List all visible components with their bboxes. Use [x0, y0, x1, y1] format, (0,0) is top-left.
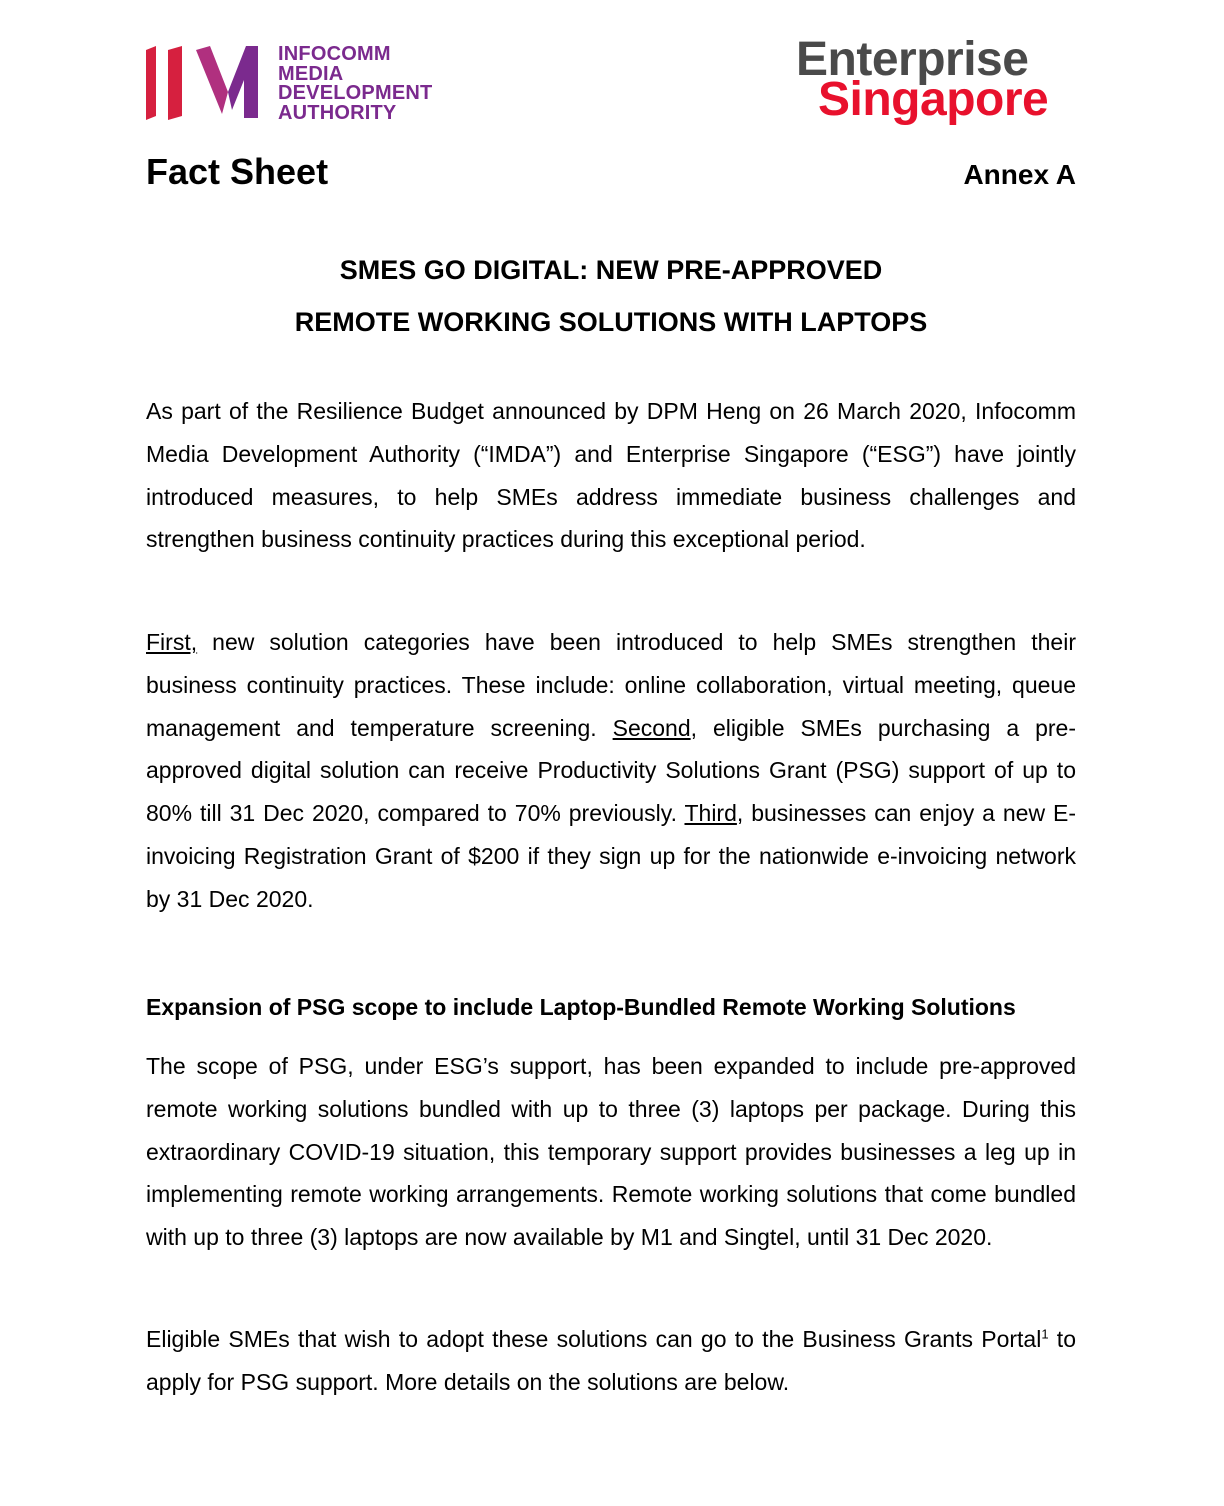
esg-logo-line1: Enterprise — [796, 33, 1029, 86]
intro-paragraph: As part of the Resilience Budget announced by DPM Heng on 26 March 2020, Infocomm Media Development Authority (“IMDA”) and Enterprise Singapore (“ESG”) have jointly introduced measures, to help SMEs address immediate business challenges and strengthen business continuity practices during this exceptional period. — [146, 398, 1076, 553]
scope-paragraph: The scope of PSG, under ESG’s support, has been expanded to include pre-approved remote working solutions bundled with up to three (3) laptops per package. During this extraordinary COVID-19 situation, this temporary support provides businesses a leg up in implementing remote working arrangements. Remote working solutions that come bundled with up to three (3) laptops are now available by M1 and Singtel, until 31 Dec 2020. — [146, 1053, 1076, 1251]
enterprise-singapore-logo — [796, 33, 1076, 131]
heading-line-2: REMOTE WORKING SOLUTIONS WITH LAPTOPS — [294, 307, 928, 337]
eligible-text-end: to apply for PSG support. More details on the solutions are below. — [146, 1326, 1076, 1395]
first-label: First, — [146, 629, 198, 655]
second-label: Second — [612, 714, 691, 741]
document-heading — [146, 244, 1076, 348]
imda-logo-mark — [146, 44, 266, 120]
third-label: Third — [684, 800, 737, 827]
imda-logo — [146, 44, 446, 124]
heading-line-1: SMES GO DIGITAL: NEW PRE-APPROVED — [339, 255, 883, 285]
section-heading: Expansion of PSG scope to include Laptop-Bundled Remote Working Solutions — [146, 994, 1016, 1020]
first-text: new solution categories have been introduced to help SMEs strengthen their business continuity practices. These include: online collaboration, virtual meeting, queue management and temperature screening. — [146, 629, 1076, 741]
page-title: Fact Sheet — [146, 151, 329, 192]
eligible-text: Eligible SMEs that wish to adopt these solutions can go to the Business Grants Portal — [146, 1326, 1042, 1352]
eligible-paragraph — [146, 1318, 1076, 1404]
third-text: , businesses can enjoy a new E-invoicing Registration Grant of $200 if they sign up for the nationwide e-invoicing network by 31 Dec 2020. — [146, 800, 1076, 912]
imda-logo-text: INFOCOMM MEDIA DEVELOPMENT AUTHORITY — [278, 43, 433, 124]
footnote-marker: 1 — [1041, 1326, 1049, 1342]
measures-paragraph — [146, 621, 1076, 921]
second-text: , eligible SMEs purchasing a pre-approved digital solution can receive Productivity Solutions Grant (PSG) support of up to 80% till 31 Dec 2020, compared to 70% previously. — [146, 714, 1076, 827]
annex-label: Annex A — [963, 159, 1076, 190]
esg-logo-line2: Singapore — [818, 73, 1049, 126]
